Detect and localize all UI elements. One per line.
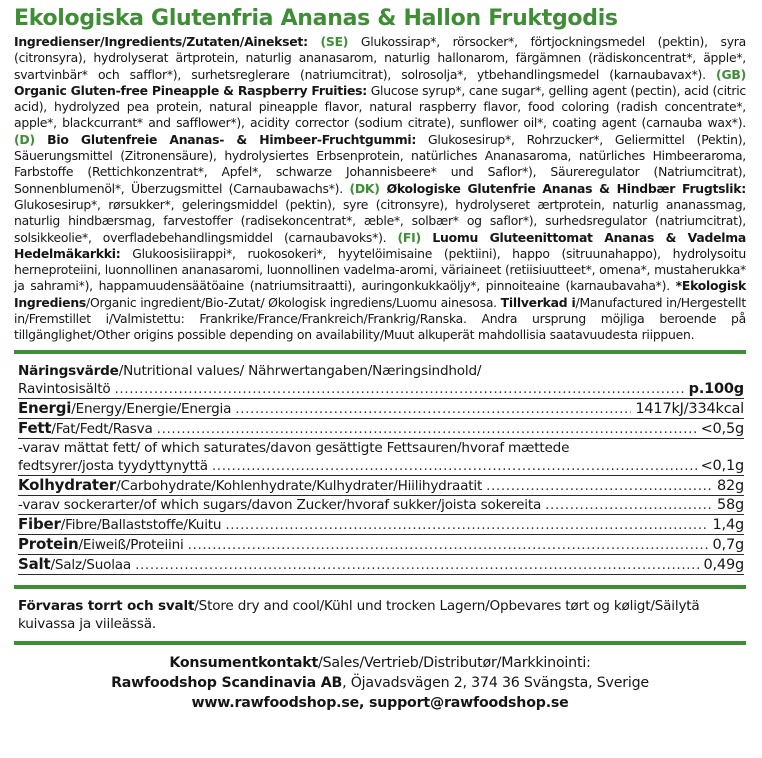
nutrient-name — [18, 399, 231, 418]
nutrient-value: 0,49g — [703, 556, 744, 573]
nutrient-bold: Kolhydrater — [18, 475, 117, 494]
product-name-gb: Organic Gluten-free Pineapple & Raspberry Fruities: — [14, 82, 367, 98]
nutrient-rest: /Eiweiß/Proteiini — [78, 536, 184, 553]
email-link[interactable]: support@rawfoodshop.se — [368, 694, 569, 711]
nutrient-name — [18, 419, 153, 438]
leader-dots — [225, 516, 708, 534]
organic-text: /Organic ingredient/Bio-Zutat/ Økologisk ingrediens/Luomu ainesosa. — [86, 294, 501, 310]
nutrient-rest: /Energy/Energie/Energia — [71, 400, 232, 417]
company-name: Rawfoodshop Scandinavia AB — [111, 674, 343, 691]
storage-info — [14, 589, 746, 641]
nutrition-heading-line2: Ravintosisältö — [18, 380, 111, 397]
lang-code-d: (D) — [14, 131, 35, 147]
ingredients-d: Glukosesirup*, Rohrzucker*, Geliermittel (Pektin), Säuerungsmittel (Zitronensäure), hydrolysiertes Erbsenprotein, natürliches Ananasaroma, natürliches Himbeeraroma, Farbstoffe (Rettichkonzentrat*, Apfel*, schwarze Johannisbeere* und Saflor*), Säureregulator (Natriumcitrat), Sonnenblumenöl*, Überzugsmittel (Carnaubawachs*). — [14, 131, 747, 196]
nutrition-row-fat — [18, 419, 744, 439]
nutrient-bold: Fett — [18, 418, 52, 437]
lang-code-se: (SE) — [320, 34, 349, 49]
nutrient-rest: /Fat/Fedt/Rasva — [51, 420, 153, 437]
leader-dots — [212, 457, 697, 475]
nutrient-rest: -varav sockerarter/of which sugars/davon Zucker/hvoraf sukker/joista sokereita — [18, 496, 542, 513]
organic-heading: *Ekologisk Ingrediens — [14, 278, 746, 310]
lang-code-gb: (GB) — [716, 66, 746, 82]
contact-web-line — [14, 693, 746, 713]
nutrient-value: 1417kJ/334kcal — [635, 400, 744, 417]
nutrition-row-protein — [18, 535, 744, 555]
nutrient-value: 0,7g — [712, 536, 744, 553]
website-link[interactable]: www.rawfoodshop.se — [191, 694, 360, 711]
ingredients-fi: Glukoosisiirappi*, ruokosokeri*, hyytelöimisaine (pektiini), happo (sitruunahappo), hydrolysoitu herneproteiini, luonnollinen ananasaromi, luonnollinen vadelma-aromi, väriaineet (retiisiuutteet*, omena*, mustaherukka* ja sahrami*), happamuudensäätöaine (natriumsitraatti), auringonkukkaöljy*, pinnoiteaine (karnaubavaha*). — [14, 245, 746, 294]
nutrient-name — [18, 515, 221, 534]
product-name-d: Bio Glutenfreie Ananas- & Himbeer-Fruchtgummi: — [34, 131, 417, 147]
nutrition-heading-rest: /Nutritional values/ Nährwertangaben/Næringsindhold/ — [118, 362, 482, 379]
nutrient-rest: /Salz/Suolaa — [50, 556, 132, 573]
contact-heading-rest: /Sales/Vertrieb/Distributør/Markkinointi: — [318, 654, 591, 671]
made-in-heading: Tillverkad i — [500, 294, 576, 310]
leader-dots — [486, 477, 713, 495]
ingredients-se: Glukossirap*, rörsocker*, förtjockningsmedel (pektin), syra (citronsyra), hydrolyserat ärtprotein, naturlig ananasarom, naturlig hallonarom, färgämnen (rädiskoncentrat*, äpple*, svartvinbär* och safflor*), surhetsreglerare (natriumcitrat), solrosolja*, ytbehandlingsmedel (karnaubavax*). — [14, 34, 746, 82]
nutrition-row-energy — [18, 399, 744, 419]
nutrient-bold: Fiber — [18, 514, 61, 533]
company-address: , Öjavadsvägen 2, 374 36 Svängsta, Sverige — [342, 674, 649, 691]
ingredients-dk: Glukosesirup*, rørsukker*, geleringsmiddel (pektin), syre (citronsyre), hydrolyseret ærtprotein, naturlig ananassmag, naturlig hindbærsmag, farvestoffer (radisekoncentrat*, æble*, solbær* og saflor*), surhedsregulator (natriumcitrat), solsikkeolie*, overfladebehandlingsmiddel (carnaubavoks*). — [14, 196, 746, 245]
consumer-contact — [14, 645, 746, 713]
storage-heading: Förvaras torrt och svalt — [18, 597, 195, 614]
nutrient-value: <0,5g — [700, 420, 744, 437]
leader-dots — [114, 380, 684, 398]
nutrient-value: 82g — [716, 477, 744, 494]
nutrient-bold: Salt — [18, 554, 51, 573]
nutrition-table — [14, 354, 746, 579]
nutrition-heading — [18, 362, 744, 380]
contact-address-line — [14, 673, 746, 693]
nutrition-row-fibre — [18, 515, 744, 535]
leader-dots — [135, 556, 699, 574]
nutrient-bold: Energi — [18, 398, 72, 417]
contact-heading: Konsumentkontakt — [169, 654, 319, 671]
saturates-line2: fedtsyrer/josta tyydyttynyttä — [18, 457, 208, 474]
nutrition-row-carbohydrate — [18, 476, 744, 496]
nutrient-value: <0,1g — [700, 457, 744, 474]
nutrient-rest: /Fibre/Ballaststoffe/Kuitu — [60, 516, 222, 533]
made-in-text: /Manufactured in/Hergestellt in/Fremstillet i/Valmistettu: Frankrike/France/Frankreich/Frankrig/Ranska. Andra ursprung möjliga beroende på tillgänglighet/Other origins possible depending on availability/Muut alkuperät mahdollisia saatavuudesta riippuen. — [14, 294, 746, 343]
ingredients-block — [14, 34, 746, 344]
product-title: Ekologiska Glutenfria Ananas & Hallon Fruktgodis — [14, 6, 618, 31]
contact-separator: , — [359, 694, 369, 711]
lang-code-dk: (DK) — [349, 180, 380, 196]
nutrient-name — [18, 496, 541, 514]
nutrient-value: 1,4g — [712, 516, 744, 533]
leader-dots — [545, 496, 713, 514]
nutrient-name — [18, 555, 131, 574]
product-name-fi: Luomu Gluteenittomat Ananas & Vadelma Hedelmäkarkki: — [14, 229, 746, 261]
leader-dots — [188, 536, 709, 554]
nutrition-row-sugars — [18, 496, 744, 515]
nutrition-heading-bold: Näringsvärde — [18, 362, 119, 379]
leader-dots — [157, 420, 697, 438]
ingredients-heading: Ingredienser/Ingredients/Zutaten/Ainekset: — [14, 34, 308, 49]
nutrition-row-saturates — [18, 457, 744, 476]
per-100g: p.100g — [688, 380, 744, 397]
nutrient-name — [18, 535, 184, 554]
saturates-line1: -varav mättat fett/ of which saturates/davon gesättigte Fettsauren/hvoraf mættede — [18, 439, 570, 456]
contact-heading-line — [14, 653, 746, 673]
leader-dots — [235, 400, 631, 418]
nutrition-row-salt — [18, 555, 744, 575]
nutrient-rest: /Carbohydrate/Kohlenhydrate/Kulhydrater/Hiilihydraatit — [116, 477, 483, 494]
storage-text: /Store dry and cool/Kühl und trocken Lagern/Opbevares tørt og køligt/Säilytä kuivassa ja viileässä. — [18, 597, 700, 632]
ingredients-gb: Glucose syrup*, cane sugar*, gelling agent (pectin), acid (citric acid), hydrolyzed pea protein, natural pineapple flavor, natural raspberry flavor, food coloring (radish concentrate*, apple*, blackcurrant* and safflower*), acidity corrector (sodium citrate), sunflower oil*, coating agent (carnauba wax*). — [14, 82, 746, 131]
lang-code-fi: (FI) — [397, 229, 421, 245]
nutrient-value: 58g — [716, 496, 744, 513]
product-name-dk: Økologiske Glutenfrie Ananas & Hindbær Frugtslik: — [379, 180, 746, 196]
nutrient-bold: Protein — [18, 534, 79, 553]
nutrient-name — [18, 476, 482, 495]
nutrition-row-header — [18, 380, 744, 399]
